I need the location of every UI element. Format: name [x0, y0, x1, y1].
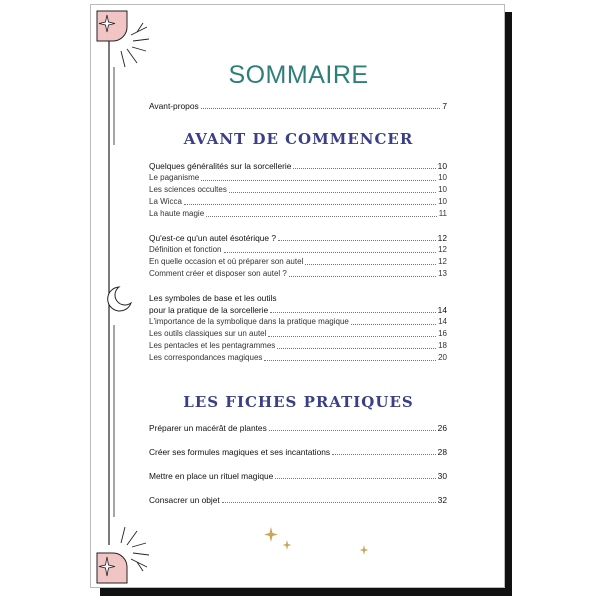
toc-entry[interactable]: Préparer un macérât de plantes 26: [149, 423, 447, 433]
toc-entry[interactable]: Les pentacles et les pentagrammes 18: [149, 341, 447, 350]
toc-entry[interactable]: Mettre en place un rituel magique 30: [149, 471, 447, 481]
toc-group-title-line1: Les symboles de base et les outils: [149, 293, 277, 303]
toc-entry[interactable]: Définition et fonction 12: [149, 245, 447, 254]
section-heading-avant: AVANT DE COMMENCER: [183, 130, 414, 148]
section-heading-fiches: LES FICHES PRATIQUES: [183, 393, 414, 411]
toc-entry[interactable]: La Wicca 10: [149, 197, 447, 206]
toc-entry[interactable]: Créer ses formules magiques et ses incantations 28: [149, 447, 447, 457]
page-title: SOMMAIRE: [228, 61, 369, 89]
bottom-corner-ornament: [97, 553, 127, 583]
toc-entry-avant-propos[interactable]: Avant-propos 7: [149, 101, 447, 111]
toc-entry[interactable]: Les sciences occultes 10: [149, 185, 447, 194]
gold-star-icon: [264, 527, 369, 555]
toc-entry-group-title[interactable]: Quelques généralités sur la sorcellerie 10: [149, 161, 447, 171]
toc-entry-group-title[interactable]: Qu'est-ce qu'un autel ésotérique ? 12: [149, 233, 447, 243]
toc-entry[interactable]: La haute magie 11: [149, 209, 447, 218]
toc-entry-group-title[interactable]: pour la pratique de la sorcellerie 14: [149, 305, 447, 315]
crescent-moon-icon: [108, 287, 131, 311]
toc-entry[interactable]: L'importance de la symbolique dans la pratique magique 14: [149, 317, 447, 326]
toc-entry[interactable]: Comment créer et disposer son autel ? 13: [149, 269, 447, 278]
toc-entry[interactable]: Les correspondances magiques 20: [149, 353, 447, 362]
toc-entry[interactable]: En quelle occasion et où préparer son autel 12: [149, 257, 447, 266]
top-corner-ornament: [97, 11, 127, 41]
toc-entry[interactable]: Les outils classiques sur un autel 16: [149, 329, 447, 338]
book-page: [90, 4, 505, 588]
toc-entry[interactable]: Le paganisme 10: [149, 173, 447, 182]
toc-entry[interactable]: Consacrer un objet 32: [149, 495, 447, 505]
